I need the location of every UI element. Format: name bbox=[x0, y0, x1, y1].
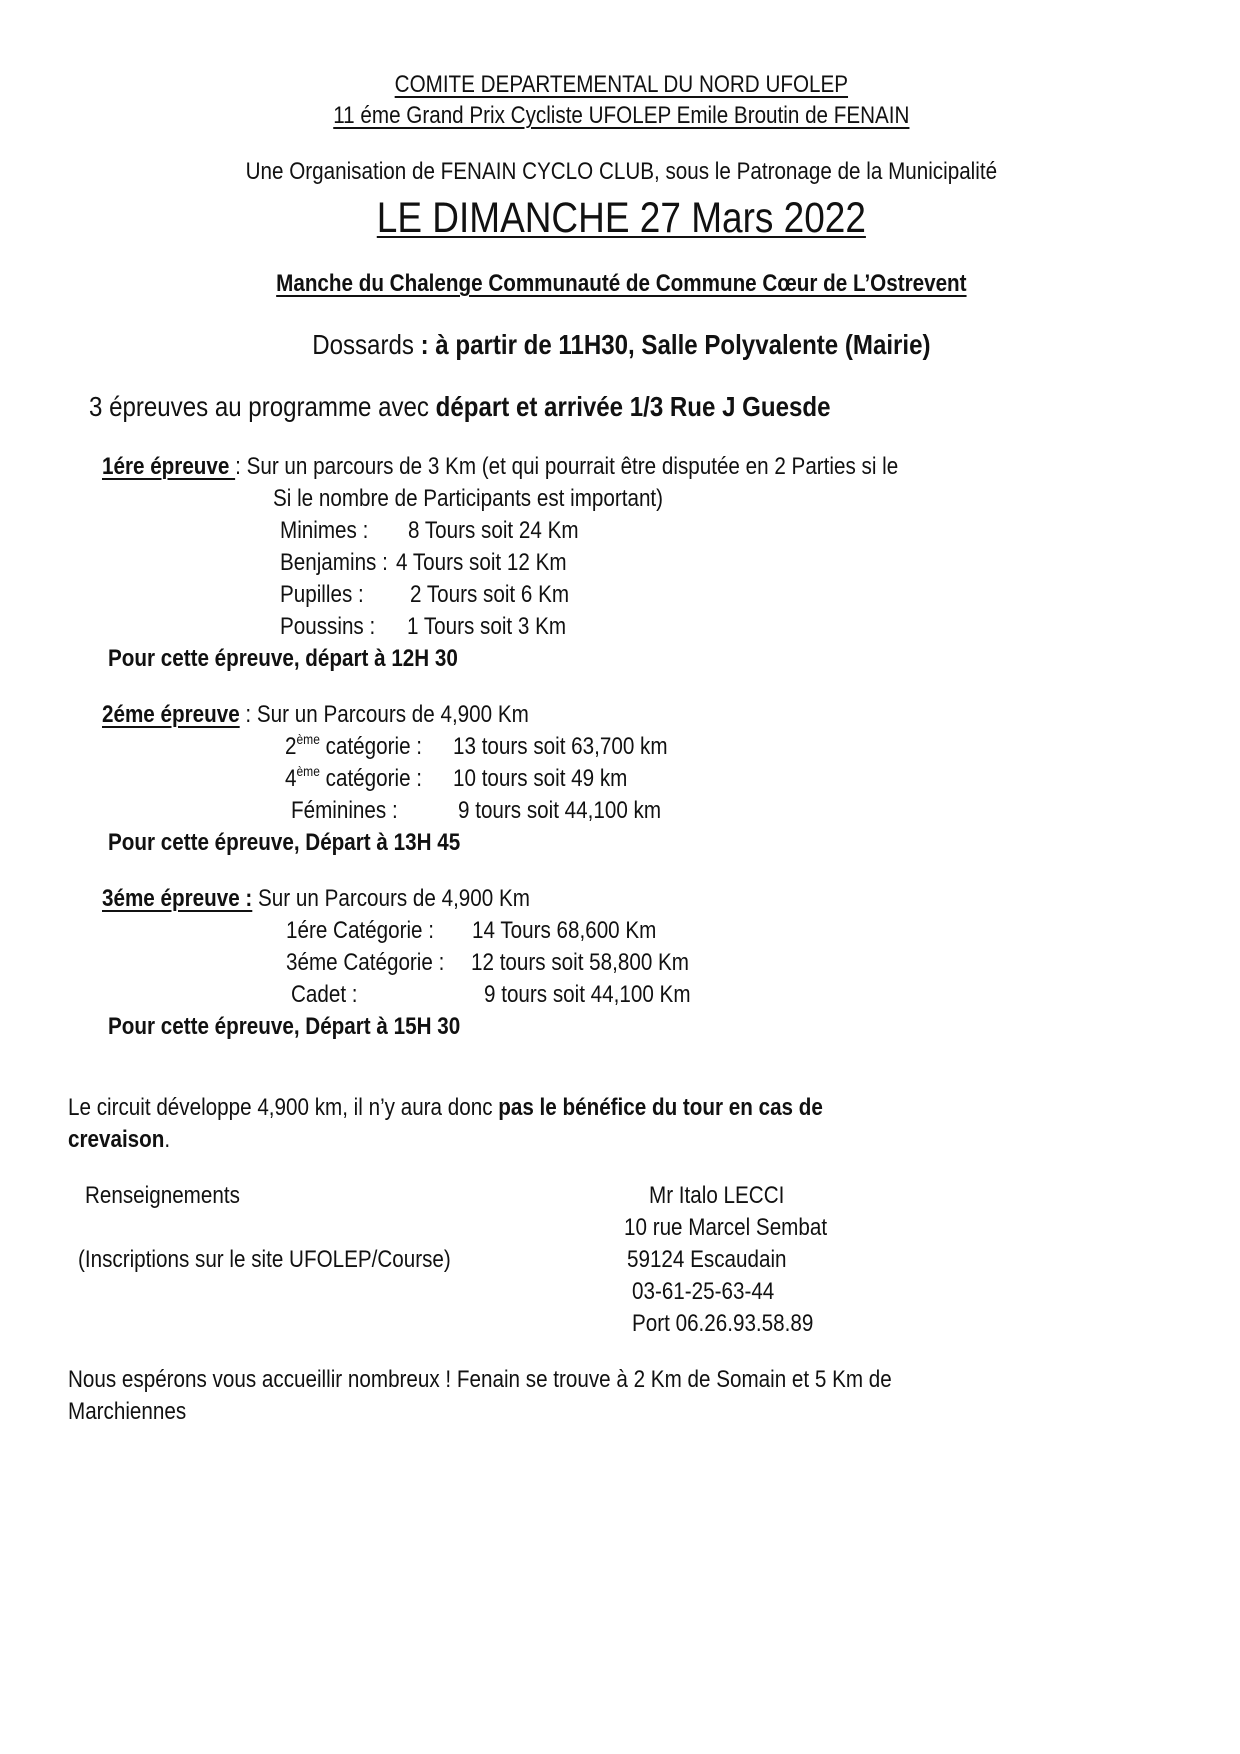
epreuve-2-row-value: 10 tours soit 49 km bbox=[453, 765, 628, 792]
programme-location: départ et arrivée 1/3 Rue J Guesde bbox=[435, 391, 831, 422]
epreuve-3-row-value: 14 Tours 68,600 Km bbox=[472, 917, 657, 944]
epreuve-1-row-value: 4 Tours soit 12 Km bbox=[396, 549, 567, 576]
epreuve-3-course: Sur un Parcours de 4,900 Km bbox=[252, 885, 530, 912]
epreuve-2-row bbox=[291, 796, 398, 826]
category-label: Poussins : bbox=[280, 613, 376, 640]
dossards-line bbox=[0, 328, 1240, 362]
epreuve-3-title: 3éme épreuve : bbox=[102, 885, 253, 912]
challenge-line: Manche du Chalenge Communauté de Commune Cœur de L’Ostrevent bbox=[276, 270, 967, 297]
dossards-label: Dossards bbox=[312, 329, 414, 360]
category-superscript: ème bbox=[296, 763, 320, 779]
epreuve-1-row-value: 8 Tours soit 24 Km bbox=[408, 517, 579, 544]
epreuve-3-row bbox=[286, 948, 444, 978]
category-label: Minimes : bbox=[280, 517, 369, 544]
inscriptions-note: (Inscriptions sur le site UFOLEP/Course) bbox=[78, 1246, 451, 1273]
closing-line-cont: Marchiennes bbox=[68, 1398, 187, 1425]
programme-line bbox=[89, 390, 831, 424]
epreuve-3-depart: Pour cette épreuve, Départ à 15H 30 bbox=[108, 1013, 461, 1040]
event-date: LE DIMANCHE 27 Mars 2022 bbox=[376, 194, 866, 242]
grand-prix-title: 11 éme Grand Prix Cycliste UFOLEP Emile Broutin de FENAIN bbox=[333, 102, 910, 129]
category-label: Benjamins : bbox=[280, 549, 388, 576]
category-label: Féminines : bbox=[291, 797, 398, 824]
epreuve-2-row-value: 9 tours soit 44,100 km bbox=[458, 797, 662, 824]
contact-city: 59124 Escaudain bbox=[627, 1246, 787, 1273]
epreuve-3-row bbox=[291, 980, 358, 1010]
epreuve-1-row bbox=[280, 612, 375, 642]
category-number: 2 bbox=[285, 733, 297, 760]
circuit-text: Le circuit développe 4,900 km, il n’y aura donc bbox=[68, 1094, 499, 1121]
organisation-line: Une Organisation de FENAIN CYCLO CLUB, sous le Patronage de la Municipalité bbox=[245, 158, 998, 185]
epreuve-1-title: 1ére épreuve bbox=[102, 453, 236, 480]
programme-intro: 3 épreuves au programme avec bbox=[89, 391, 436, 422]
epreuve-1-course: : Sur un parcours de 3 Km (et qui pourrait être disputée en 2 Parties si le bbox=[235, 453, 899, 480]
circuit-bold: pas le bénéfice du tour en cas de bbox=[498, 1094, 823, 1121]
epreuve-2-title: 2éme épreuve bbox=[102, 701, 240, 728]
epreuve-1-row-value: 2 Tours soit 6 Km bbox=[410, 581, 570, 608]
dossards-value: : à partir de 11H30, Salle Polyvalente (Mairie) bbox=[413, 329, 931, 360]
epreuve-2-row bbox=[285, 732, 422, 762]
contact-mobile: Port 06.26.93.58.89 bbox=[632, 1310, 814, 1337]
contact-phone: 03-61-25-63-44 bbox=[632, 1278, 775, 1305]
epreuve-2-course: : Sur un Parcours de 4,900 Km bbox=[239, 701, 529, 728]
category-label: catégorie : bbox=[319, 765, 423, 792]
epreuve-1-depart: Pour cette épreuve, départ à 12H 30 bbox=[108, 645, 458, 672]
circuit-bold-cont: crevaison bbox=[68, 1126, 165, 1153]
epreuve-1-row bbox=[280, 580, 364, 610]
epreuve-3-row bbox=[286, 916, 434, 946]
contact-name: Mr Italo LECCI bbox=[649, 1182, 785, 1209]
circuit-end: . bbox=[164, 1126, 171, 1153]
epreuve-2-depart: Pour cette épreuve, Départ à 13H 45 bbox=[108, 829, 461, 856]
category-label: catégorie : bbox=[319, 733, 423, 760]
contact-street: 10 rue Marcel Sembat bbox=[624, 1214, 828, 1241]
epreuve-2-row-value: 13 tours soit 63,700 km bbox=[453, 733, 668, 760]
epreuve-2-row bbox=[285, 764, 422, 794]
epreuve-3-row-value: 9 tours soit 44,100 Km bbox=[484, 981, 691, 1008]
circuit-note bbox=[68, 1093, 823, 1123]
category-number: 4 bbox=[285, 765, 297, 792]
category-label: Pupilles : bbox=[280, 581, 364, 608]
epreuve-1-row-value: 1 Tours soit 3 Km bbox=[407, 613, 567, 640]
committee-title: COMITE DEPARTEMENTAL DU NORD UFOLEP bbox=[394, 71, 849, 98]
epreuve-1-row bbox=[280, 548, 388, 578]
category-superscript: ème bbox=[296, 731, 320, 747]
epreuve-3-row-value: 12 tours soit 58,800 Km bbox=[471, 949, 689, 976]
category-label: 3éme Catégorie : bbox=[286, 949, 445, 976]
epreuve-2-heading bbox=[102, 700, 529, 730]
circuit-note-cont bbox=[68, 1125, 170, 1155]
epreuve-1-row bbox=[280, 516, 368, 546]
category-label: 1ére Catégorie : bbox=[286, 917, 435, 944]
closing-line: Nous espérons vous accueillir nombreux ! Fenain se trouve à 2 Km de Somain et 5 Km de bbox=[68, 1366, 892, 1393]
epreuve-3-heading bbox=[102, 884, 530, 914]
category-label: Cadet : bbox=[291, 981, 358, 1008]
epreuve-1-course-cont: Si le nombre de Participants est important) bbox=[273, 485, 664, 512]
epreuve-1-heading bbox=[102, 452, 898, 482]
renseignements-label: Renseignements bbox=[85, 1182, 240, 1209]
